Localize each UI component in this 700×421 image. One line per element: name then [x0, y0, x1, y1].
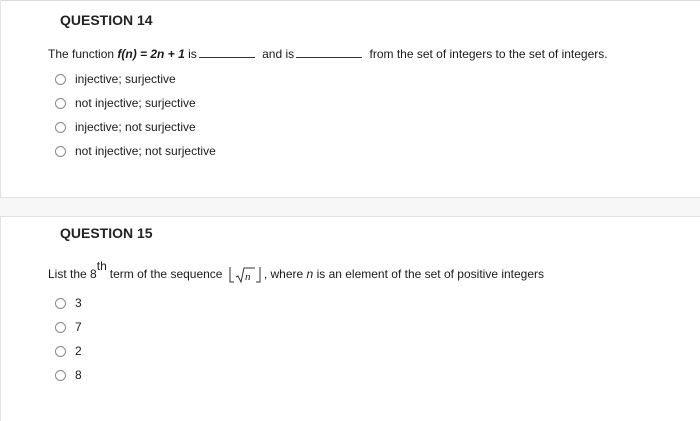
radio-button[interactable] [55, 370, 66, 381]
q15-prompt-pre: List the [48, 267, 87, 281]
question-separator [0, 197, 700, 217]
radio-button[interactable] [55, 122, 66, 133]
q14-option-2[interactable] [55, 96, 196, 110]
floor-sqrt-expression [228, 265, 262, 285]
q15-prompt-post-b: is an element of the set of positive integers [316, 267, 545, 281]
q14-blank-1 [199, 56, 255, 58]
q14-option-1-label: injective; surjective [75, 72, 176, 86]
q15-prompt-sup: th [96, 259, 107, 273]
radio-button[interactable] [55, 322, 66, 333]
q14-prompt-post: from the set of integers to the set of integers. [369, 47, 608, 61]
radio-button[interactable] [55, 146, 66, 157]
question-15-title: QUESTION 15 [60, 225, 153, 241]
q15-option-2[interactable] [55, 320, 82, 334]
q14-prompt-mid: and is [262, 47, 295, 61]
q14-blank-2 [296, 56, 362, 58]
q14-function: f(n) = 2n + 1 [117, 47, 185, 61]
q15-prompt-num: 8 [90, 267, 97, 281]
q15-option-1-label: 3 [75, 296, 82, 310]
q14-prompt-pre: The function [48, 47, 115, 61]
radio-button[interactable] [55, 346, 66, 357]
question-15-prompt [48, 259, 545, 285]
floor-sqrt-icon [228, 265, 262, 285]
floor-var-n: n [244, 271, 251, 283]
q15-prompt-mid: term of the sequence [109, 267, 223, 281]
q15-option-4-label: 8 [75, 368, 82, 382]
radio-button[interactable] [55, 298, 66, 309]
radio-button[interactable] [55, 98, 66, 109]
q14-option-3-label: injective; not surjective [75, 120, 196, 134]
q15-prompt-post-a: , where [263, 267, 304, 281]
q14-option-1[interactable] [55, 72, 176, 86]
q15-prompt-var: n [306, 267, 314, 281]
q14-option-3[interactable] [55, 120, 196, 134]
q15-option-3-label: 2 [75, 344, 82, 358]
q15-option-1[interactable] [55, 296, 82, 310]
q14-option-4[interactable] [55, 144, 216, 158]
question-14-prompt [48, 47, 608, 61]
question-14-title: QUESTION 14 [60, 12, 153, 28]
q14-option-2-label: not injective; surjective [75, 96, 196, 110]
q15-option-3[interactable] [55, 344, 82, 358]
q14-option-4-label: not injective; not surjective [75, 144, 216, 158]
top-divider [0, 0, 700, 1]
q15-option-2-label: 7 [75, 320, 82, 334]
q14-prompt-is: is [188, 47, 197, 61]
radio-button[interactable] [55, 74, 66, 85]
q15-option-4[interactable] [55, 368, 82, 382]
